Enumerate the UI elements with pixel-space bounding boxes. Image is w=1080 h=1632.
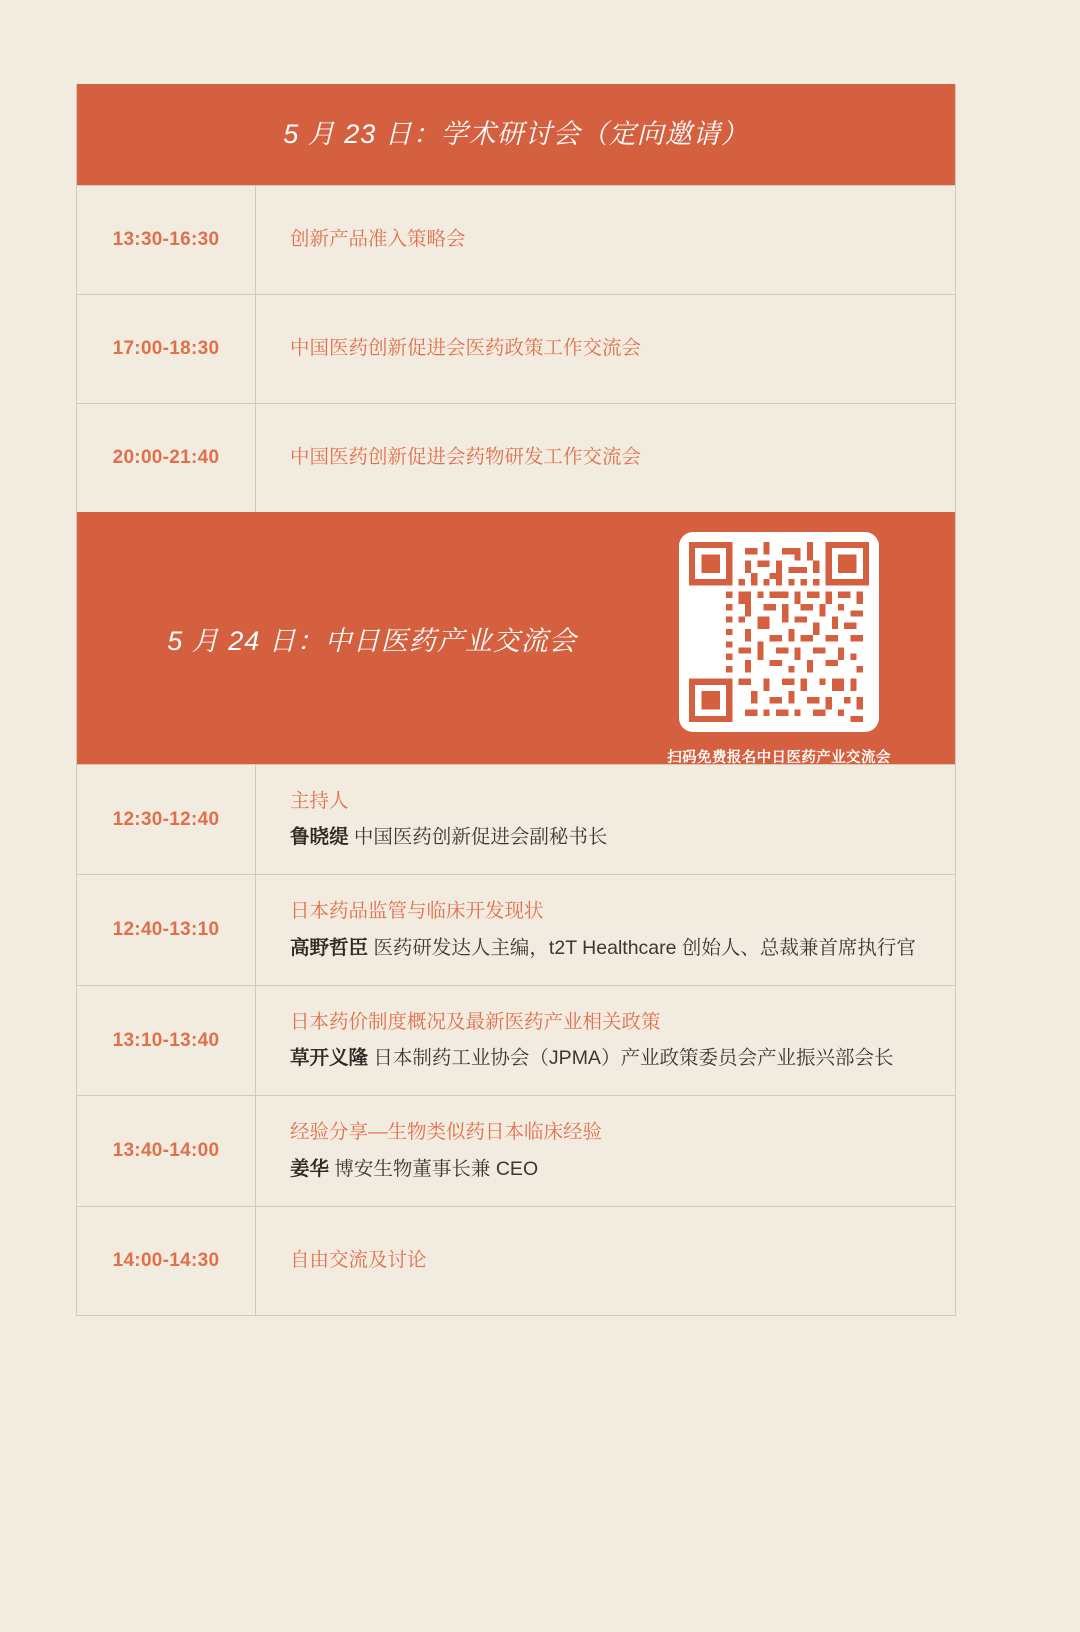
qr-registration-block	[639, 532, 919, 767]
row-content	[256, 295, 955, 403]
row-topic: 主持人	[290, 790, 349, 812]
table-row	[77, 764, 955, 874]
row-speaker	[290, 1043, 925, 1073]
row-content	[256, 1207, 955, 1315]
row-topic: 日本药价制度概况及最新医药产业相关政策	[290, 1010, 661, 1033]
section-header-day-0524	[77, 512, 955, 764]
row-time: 13:30-16:30	[77, 186, 256, 294]
table-row	[77, 985, 955, 1095]
row-time: 12:40-13:10	[77, 875, 256, 984]
table-row	[77, 1206, 955, 1315]
qr-code-icon[interactable]	[679, 532, 879, 732]
speaker-name: 姜华	[290, 1157, 330, 1180]
row-topic: 中国医药创新促进会药物研发工作交流会	[290, 446, 642, 469]
table-row	[77, 874, 955, 984]
table-row	[77, 403, 955, 512]
speaker-name: 高野哲臣	[290, 936, 369, 959]
speaker-desc: 医药研发达人主编，t2T Healthcare 创始人、总裁兼首席执行官	[368, 936, 916, 959]
row-content	[256, 186, 955, 294]
row-topic: 自由交流及讨论	[290, 1249, 427, 1272]
row-time: 20:00-21:40	[77, 404, 256, 512]
row-time: 12:30-12:40	[77, 765, 256, 874]
row-time: 14:00-14:30	[77, 1207, 256, 1315]
table-row	[77, 185, 955, 294]
row-speaker	[290, 933, 925, 963]
row-time: 13:40-14:00	[77, 1096, 256, 1205]
row-content	[256, 404, 955, 512]
row-speaker	[290, 1154, 925, 1184]
section-header-day-0523: 5 月 23 日：学术研讨会（定向邀请）	[77, 84, 955, 185]
row-topic: 中国医药创新促进会医药政策工作交流会	[290, 337, 642, 360]
speaker-name: 草开义隆	[290, 1047, 369, 1070]
row-content	[256, 986, 955, 1095]
agenda-table	[76, 84, 956, 1316]
qr-caption: 扫码免费报名中日医药产业交流会	[667, 750, 891, 766]
speaker-desc: 中国医药创新促进会副秘书长	[348, 826, 608, 849]
row-content	[256, 875, 955, 984]
row-content	[256, 1096, 955, 1205]
row-speaker	[290, 822, 925, 852]
row-time: 17:00-18:30	[77, 295, 256, 403]
row-topic: 日本药品监管与临床开发现状	[290, 900, 544, 923]
speaker-name: 鲁晓缇	[290, 826, 349, 849]
table-row	[77, 294, 955, 403]
speaker-desc: 博安生物董事长兼 CEO	[329, 1157, 539, 1180]
row-content	[256, 765, 955, 874]
row-time: 13:10-13:40	[77, 986, 256, 1095]
row-topic: 创新产品准入策略会	[290, 228, 466, 251]
table-row	[77, 1095, 955, 1205]
section-header-day-0524-title: 5 月 24 日：中日医药产业交流会	[167, 625, 577, 656]
row-topic: 经验分享—生物类似药日本临床经验	[290, 1121, 603, 1144]
speaker-desc: 日本制药工业协会（JPMA）产业政策委员会产业振兴部会长	[368, 1047, 894, 1070]
